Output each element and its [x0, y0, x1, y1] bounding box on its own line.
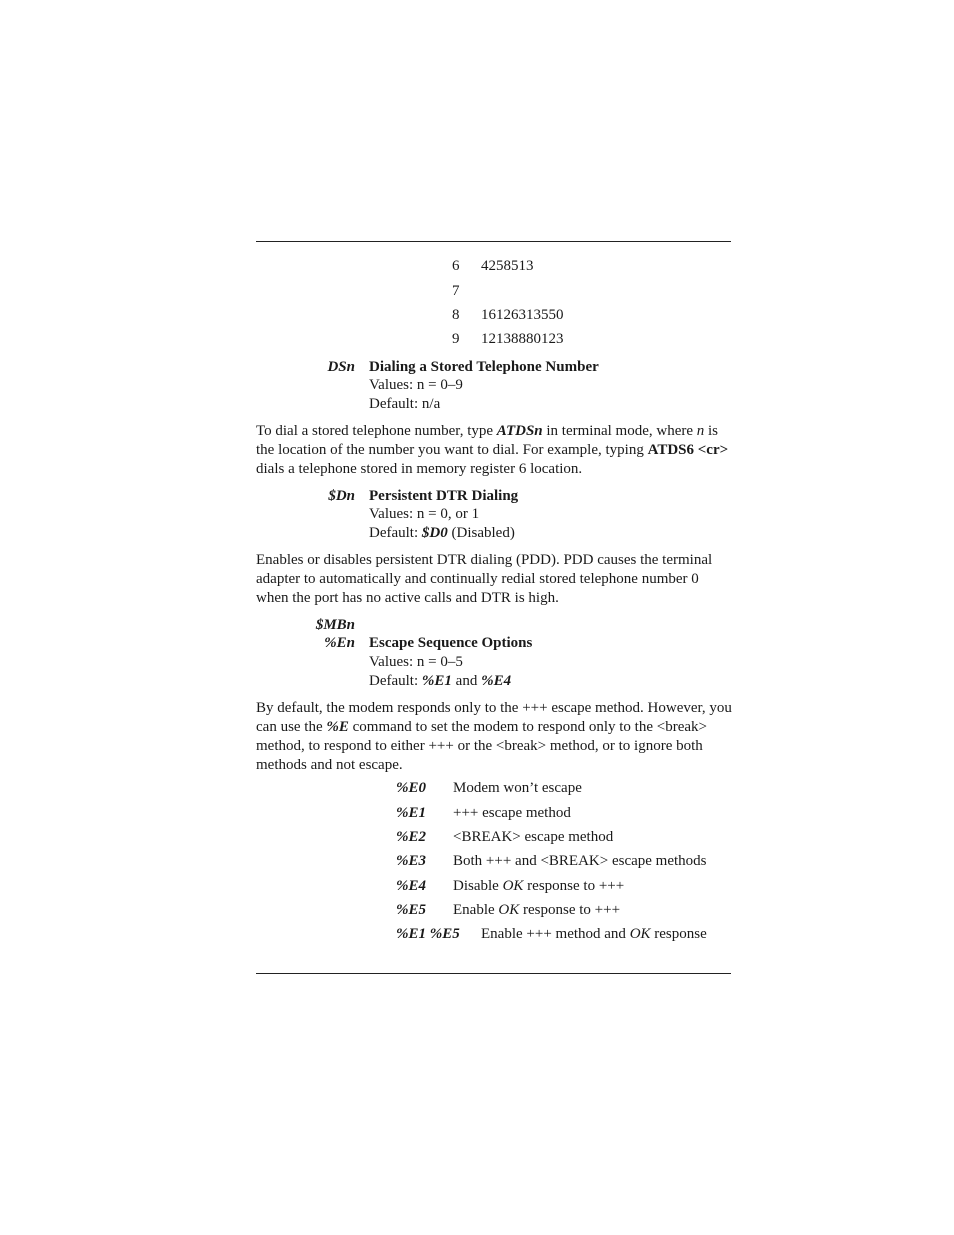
command-title: Escape Sequence Options — [369, 635, 533, 651]
bottom-rule — [256, 973, 731, 974]
command-dsn: DSn — [327, 359, 355, 375]
option-code: %E4 — [396, 878, 426, 894]
option-description: Enable +++ method and OK response — [481, 926, 707, 942]
memory-location: 9 — [452, 331, 460, 347]
option-code: %E0 — [396, 780, 426, 796]
command-title: Dialing a Stored Telephone Number — [369, 359, 599, 375]
escape-description: By default, the modem responds only to the +++ escape method. However, you can use the %E command to set the modem to respond only to the <break> method, to respond to either +++ or the <break> method, or to ignore both methods and not escape. — [256, 700, 732, 773]
command-title: Persistent DTR Dialing — [369, 488, 519, 504]
command-dollar-dn: $Dn — [328, 488, 355, 504]
top-rule — [256, 241, 731, 242]
command-percent-en: %En — [324, 635, 355, 651]
option-description: Enable OK response to +++ — [453, 902, 621, 918]
option-code: %E1 — [396, 805, 426, 821]
option-code: %E1 %E5 — [396, 926, 460, 942]
option-description: <BREAK> escape method — [453, 829, 614, 845]
dsn-description: To dial a stored telephone number, type ATDSn in terminal mode, where n is the location of the number you want to dial. For example, typing ATDS6 <cr> dials a telephone stored in memory register 6 location. — [256, 423, 729, 477]
option-description: Modem won’t escape — [453, 780, 582, 796]
dollar-dn-description: Enables or disables persistent DTR dialing (PDD). PDD causes the terminal adapter to automatically and continually redial stored telephone number 0 when the port has no active calls and DTR is high. — [256, 552, 713, 606]
memory-location: 8 — [452, 307, 460, 323]
memory-number: 12138880123 — [481, 331, 564, 347]
option-description: +++ escape method — [453, 805, 571, 821]
command-values: Values: n = 0–5 — [369, 654, 463, 670]
memory-location: 6 — [452, 258, 460, 274]
command-default: Default: $D0 (Disabled) — [369, 525, 515, 541]
option-description: Both +++ and <BREAK> escape methods — [453, 853, 707, 869]
command-default: Default: n/a — [369, 396, 441, 412]
option-code: %E3 — [396, 853, 426, 869]
command-values: Values: n = 0, or 1 — [369, 506, 480, 522]
option-description: Disable OK response to +++ — [453, 878, 625, 894]
memory-number: 4258513 — [481, 258, 534, 274]
command-values: Values: n = 0–9 — [369, 377, 463, 393]
option-code: %E2 — [396, 829, 426, 845]
option-code: %E5 — [396, 902, 426, 918]
memory-location: 7 — [452, 283, 460, 299]
command-default: Default: %E1 and %E4 — [369, 673, 512, 689]
command-dollar-mbn: $MBn — [315, 617, 355, 633]
memory-number: 16126313550 — [481, 307, 564, 323]
